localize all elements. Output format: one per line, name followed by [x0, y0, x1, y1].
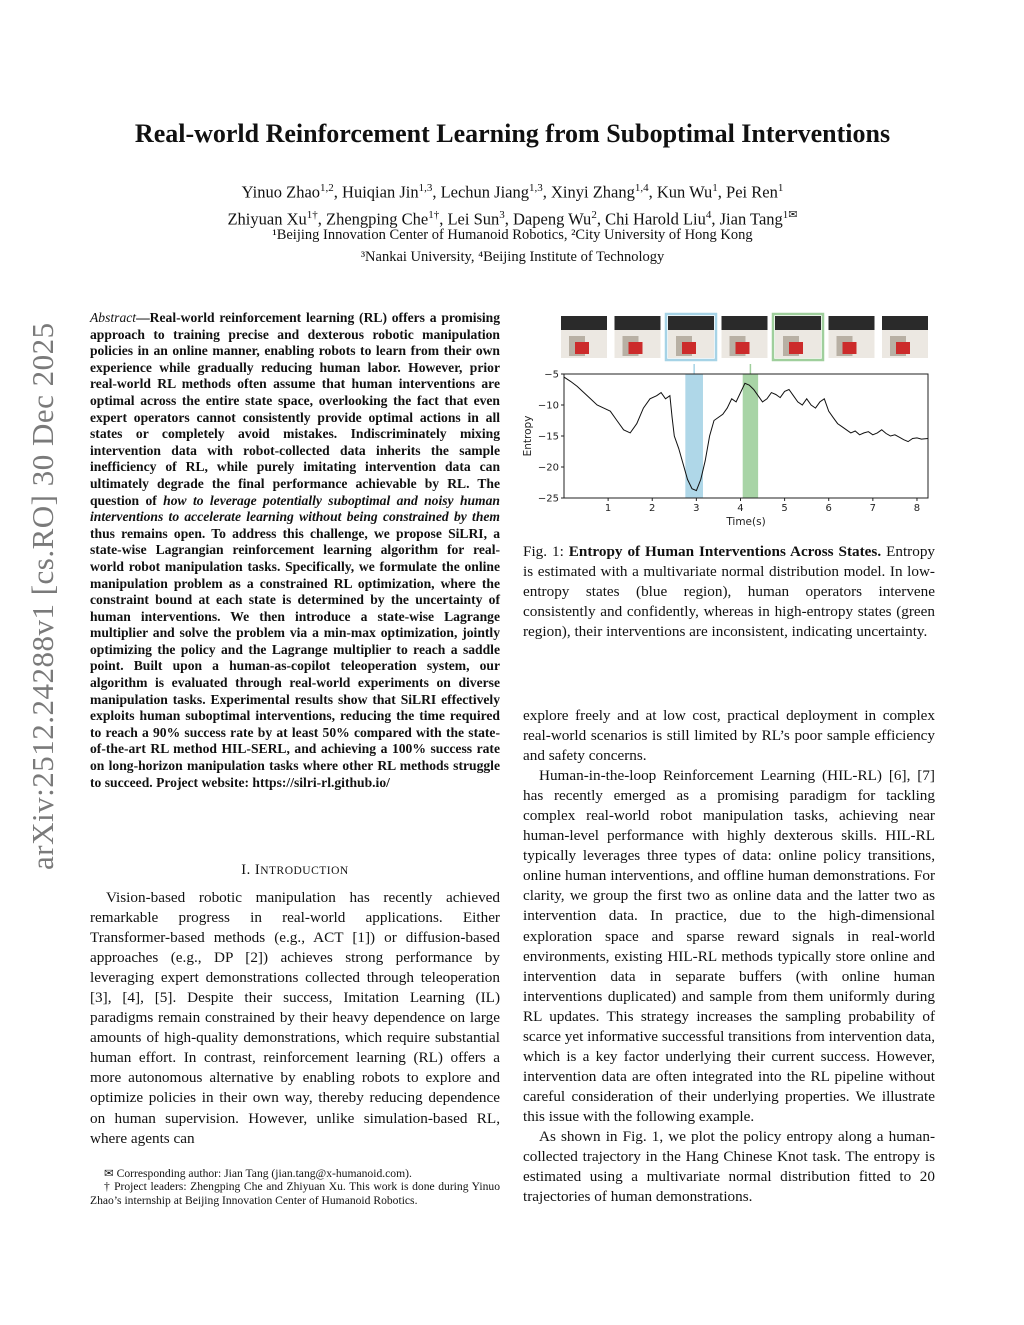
x-tick-label: 6 [825, 503, 832, 514]
y-tick-label: −5 [544, 369, 559, 381]
author-affiliation-mark: 1† [428, 208, 440, 221]
author-name: Chi Harold Liu [605, 209, 706, 228]
x-tick-label: 5 [781, 503, 788, 514]
intro-right-column [523, 706, 935, 1207]
entropy-chart [523, 308, 935, 533]
author-name: Jian Tang [719, 209, 783, 228]
affiliation-line-2: ³Nankai University, ⁴Beijing Institute of Technology [360, 249, 665, 265]
figure-1 [523, 308, 935, 533]
x-tick-label: 8 [913, 503, 921, 514]
author-affiliation-mark: 3 [499, 208, 505, 221]
author-name: Zhengping Che [326, 209, 429, 228]
abstract [90, 310, 500, 791]
author-name: Xinyi Zhang [551, 182, 635, 202]
y-tick-label: −25 [537, 493, 559, 505]
x-tick-label: 1 [604, 503, 612, 514]
y-tick-label: −15 [537, 431, 559, 443]
author-affiliation-mark: 1,2 [320, 182, 334, 194]
robot-arm-shape [722, 316, 768, 330]
author-affiliation-mark: 1✉ [782, 208, 798, 221]
author-affiliation-mark: 1,4 [634, 182, 649, 194]
robot-arm-shape [668, 316, 714, 330]
x-axis-label: Time(s) [726, 516, 766, 528]
footnotes [90, 1167, 500, 1207]
section-heading-introduction: I. INTRODUCTION [241, 862, 349, 878]
abstract-question: how to leverage potentially suboptimal and noisy human interventions to accelerate learning without being constrained by them [90, 492, 500, 525]
author-name: Dapeng Wu [513, 209, 592, 228]
arxiv-stamp-text: arXiv:2512.24288v1 [cs.RO] 30 Dec 2025 [25, 322, 60, 870]
y-tick-label: −20 [537, 462, 559, 474]
x-tick-label: 3 [693, 503, 700, 514]
author-name: Pei Ren [726, 182, 778, 202]
caption-label: Fig. 1: [523, 543, 564, 560]
x-tick-label: 4 [737, 503, 744, 514]
chinese-knot-shape [736, 342, 750, 354]
chinese-knot-shape [789, 342, 803, 354]
chinese-knot-shape [843, 342, 857, 354]
author-affiliation-mark: 1† [306, 208, 318, 221]
chinese-knot-shape [682, 342, 696, 354]
paper-title: Real-world Reinforcement Learning from Suboptimal Interventions [134, 119, 891, 148]
author-affiliation-mark: 1 [777, 182, 784, 194]
caption-body: Entropy is estimated with a multivariate normal distribution model. In low-entropy states (blue region), human operators intervene consistently and confidently, whereas in high-entropy states (green region), their interventions are inconsistent, indicating uncertainty. [523, 543, 936, 641]
intro-paragraph-1: Vision-based robotic manipulation has recently achieved remarkable progress in real-world applications. Either Transformer-based methods (e.g., ACT [1]) or diffusion-based approaches (e.g., DP [2]) achieves strong performance by leveraging expert demonstrations collected through teleoperation [3], [4], [5]. Despite their success, Imitation Learning (IL) paradigms remain constrained by their heavy dependence on large amounts of high-quality demonstrations, which require substantial human effort. In contrast, reinforcement learning (RL) offers a more autonomous alternative by enabling robots to explore and optimize policies in their own way, thereby reducing dependence on human supervision. However, unlike simulation-based RL, where agents can [90, 889, 500, 1147]
chinese-knot-shape [575, 342, 589, 354]
author-line-1: Yinuo Zhao$^{1,2}$, Huiqian Jin$^{1,3}$, Lechun Jiang$^{1,3}$, Xinyi Zhang$^{1,4}$, Kun Wu$^1$, Pei Ren$^1$ [241, 182, 784, 202]
chinese-knot-shape [629, 342, 643, 354]
chinese-knot-shape [896, 342, 910, 354]
abstract-text-1: —Real-world reinforcement learning (RL) offers a promising approach to training precise and dexterous robotic manipulation policies in an online manner, enabling robots to learn from their own experience while gradually reducing human labor. However, prior real-world RL methods often assume that human interventions are optimal across the entire state space, overlooking the fact that even expert operators cannot consistently provide optimal actions in all states or completely avoid mistakes. Indiscriminately mixing intervention data with robot-collected data inherits the sample inefficiency of RL, while purely imitating intervention data can ultimately degrade the final performance achievable by RL. The question of [90, 310, 500, 508]
x-tick-label: 7 [869, 503, 877, 514]
right-paragraph-1: explore freely and at low cost, practical deployment in complex real-world scenarios is still limited by RL’s poor sample efficiency and safety concerns. [523, 707, 935, 765]
author-name: Lei Sun [447, 209, 500, 228]
x-tick-label: 2 [649, 503, 656, 514]
y-axis-label: Entropy [523, 415, 534, 457]
author-name: Zhiyuan Xu [227, 209, 307, 228]
figure-1-caption [523, 542, 935, 642]
author-name: Huiqian Jin [342, 182, 419, 202]
intro-left-column [90, 888, 500, 1149]
affiliation-line-1: ¹Beijing Innovation Center of Humanoid Robotics, ²City University of Hong Kong [272, 227, 753, 243]
author-line-2: Zhiyuan $Xu^{1\dagger}$, Zhengping Che$^{1\dagger}$, Lei Sun$^3$, Dapeng Wu$^2$, Chi Harold Liu$^4$, Jian Tang$^{1✉}$ [227, 208, 798, 228]
author-name: Kun Wu [656, 182, 713, 202]
author-affiliation-mark: 4 [705, 208, 712, 221]
footnote-corresponding: ✉ Corresponding author: Jian Tang (jian.tang@x-humanoid.com). [104, 1167, 412, 1180]
robot-arm-shape [882, 316, 928, 330]
author-affiliation-mark: 2 [591, 208, 597, 221]
author-affiliation-mark: 1 [712, 182, 718, 194]
robot-arm-shape [829, 316, 875, 330]
footnote-leaders: † Project leaders: Zhengping Che and Zhiyuan Xu. This work is done during Yinuo Zhao’s internship at Beijing Innovation Center of Humanoid Robotics. [90, 1180, 500, 1207]
author-affiliation-mark: 1,3 [418, 182, 433, 194]
author-list [90, 177, 935, 230]
author-name: Yinuo Zhao [241, 182, 321, 202]
robot-arm-shape [775, 316, 821, 330]
author-name: Lechun Jiang [440, 182, 530, 202]
abstract-text-2: thus remains open. To address this challenge, we propose SiLRI, a state-wise Lagrangian reinforcement learning algorithm for real-world robot manipulation tasks. Specifically, we formulate the online manipulation problem as a constrained RL optimization, where the constraint bound at each state is determined by the uncertainty of human interventions. We then introduce a state-wise Lagrange multiplier and solve the problem via a min-max optimization, jointly optimizing the policy and the Lagrange multiplier to reach a saddle point. Built upon a human-as-copilot teleoperation system, our algorithm is evaluated through real-world experiments on diverse manipulation tasks. Experimental results show that SiLRI effectively exploits human suboptimal interventions, reducing the time required to reach a 90% success rate by at least 50% compared with the state-of-the-art RL method HIL-SERL, and achieving a 100% success rate on long-horizon manipulation tasks where other RL methods struggle to succeed. Project website: https://silri-rl.github.io/ [90, 525, 500, 790]
robot-arm-shape [615, 316, 661, 330]
robot-arm-shape [561, 316, 607, 330]
y-tick-label: −10 [537, 400, 559, 412]
right-paragraph-2: Human-in-the-loop Reinforcement Learning (HIL-RL) [6], [7] has recently emerged as a promising paradigm for tackling complex real-world robot manipulation tasks, achieving near human-level performance with highly dexterous skills. HIL-RL typically leverages three types of data: online policy transitions, online human interventions, and offline human demonstrations. For clarity, we group the first two as online data and the latter two as intervention data. In practice, due to the high-dimensional exploration space and sparse reward signals in real-world environments, existing HIL-RL methods typically store online and intervention data in separate buffers (with online human interventions duplicated) and sample from them uniformly during RL updates. This strategy increases the sampling probability of scarce yet informative successful transitions from intervention data, which is a key factor underlying their current success. However, intervention data are often integrated into the RL pipeline without careful consideration of their underlying properties. We illustrate this issue with the following example. [523, 767, 935, 1125]
right-paragraph-3: As shown in Fig. 1, we plot the policy entropy along a human-collected trajectory in the Hang Chinese Knot task. The entropy is estimated using a multivariate normal distribution fitted to 20 trajectories of human demonstrations. [523, 1127, 935, 1206]
abstract-lead: Abstract [90, 310, 137, 325]
caption-title: Entropy of Human Interventions Across States. [568, 543, 882, 560]
author-affiliation-mark: 1,3 [529, 182, 543, 194]
